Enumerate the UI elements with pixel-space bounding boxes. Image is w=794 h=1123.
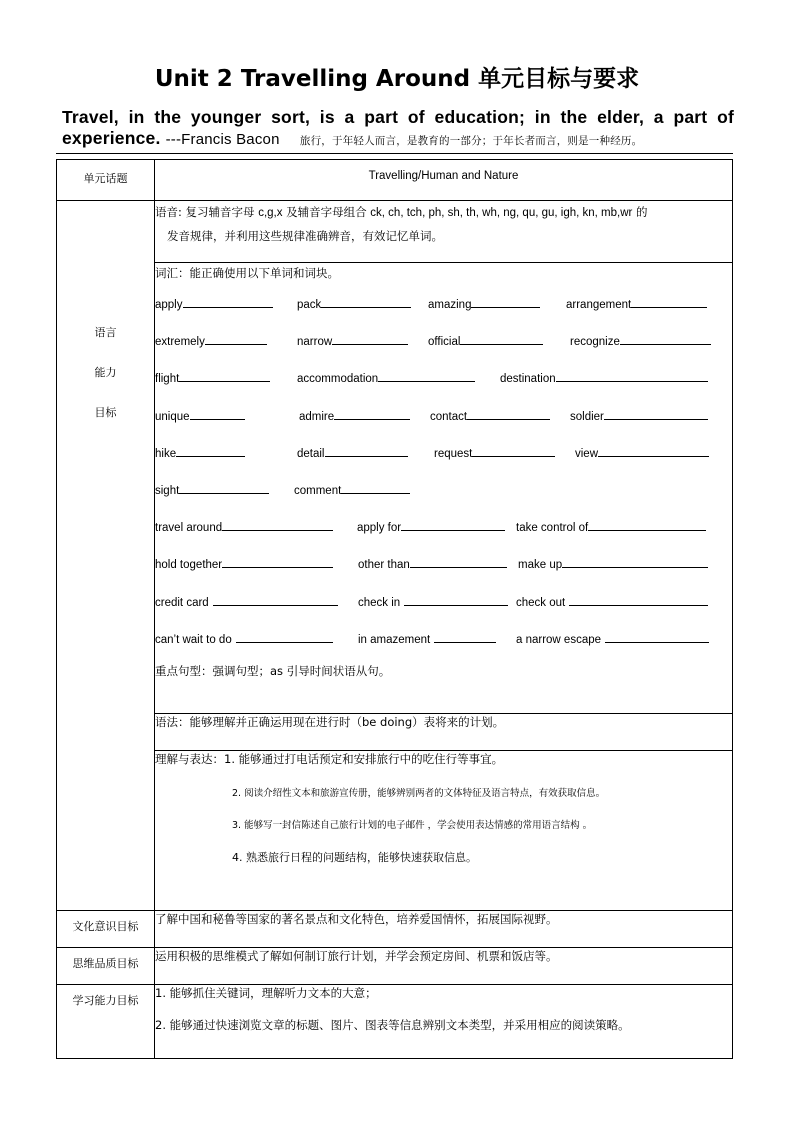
vocab-grid xyxy=(155,295,732,667)
pron-mid: 及辅音字母组合 xyxy=(282,205,371,219)
vocab-phrase: make up xyxy=(518,555,708,571)
vocab-intro: 词汇：能正确使用以下单词和词块。 xyxy=(155,266,339,280)
vocab-word: official xyxy=(428,332,543,348)
vocab-word: view xyxy=(575,444,709,460)
thinking-value: 运用积极的思维模式了解如何制订旅行计划，并学会预定房间、机票和饭店等。 xyxy=(155,948,733,985)
topic-value: Travelling/Human and Nature xyxy=(155,160,733,201)
language-label-3: 目标 xyxy=(94,406,117,419)
vocab-word: extremely xyxy=(155,332,267,348)
language-label-1: 语言 xyxy=(94,326,117,339)
culture-label-cell xyxy=(57,911,155,948)
quote xyxy=(62,107,734,152)
vocab-word: flight xyxy=(155,369,270,385)
comprehension-cell xyxy=(155,751,733,911)
topic-label-cell xyxy=(57,160,155,201)
vocab-word: pack xyxy=(297,295,411,311)
pron-letters: c,g,x xyxy=(258,207,283,219)
vocab-word: soldier xyxy=(570,407,708,423)
learning-line2: 2. 能够通过快速浏览文章的标题、图片、图表等信息辨别文本类型，并采用相应的阅读策略。 xyxy=(155,1018,630,1032)
vocabulary-cell xyxy=(155,263,733,714)
culture-label: 文化意识目标 xyxy=(72,920,139,933)
quote-author: ---Francis Bacon xyxy=(165,131,280,148)
comp-line2: 2. 阅读介绍性文本和旅游宣传册，能够辨别两者的文体特征及语言特点，有效获取信息。 xyxy=(232,788,606,799)
language-label-cell xyxy=(57,201,155,911)
vocab-phrase: in amazement xyxy=(358,630,496,646)
learning-line1: 1. 能够抓住关键词，理解听力文本的大意； xyxy=(155,986,377,1000)
quote-translation: 旅行，于年轻人而言，是教育的一部分；于年长者而言，则是一种经历。 xyxy=(299,135,643,147)
quote-divider xyxy=(56,153,733,154)
vocab-word: recognize xyxy=(570,332,711,348)
vocab-phrase: check out xyxy=(516,593,708,609)
comp-line3: 3. 能够写一封信陈述自己旅行计划的电子邮件 ，学会使用表达情感的常用语言结构 。 xyxy=(232,820,593,831)
vocab-word: destination xyxy=(500,369,708,385)
culture-value: 了解中国和秘鲁等国家的著名景点和文化特色，培养爱国情怀，拓展国际视野。 xyxy=(155,911,733,948)
vocab-word: arrangement xyxy=(566,295,707,311)
vocab-phrase: hold together xyxy=(155,555,333,571)
vocab-word: detail xyxy=(297,444,408,460)
vocab-word: unique xyxy=(155,407,245,423)
vocab-phrase: can’t wait to do xyxy=(155,630,333,646)
quote-text: Travel, in the younger sort, is a part of education; in the elder, a part of experience. xyxy=(62,107,734,148)
thinking-label: 思维品质目标 xyxy=(72,957,139,970)
key-sentences: 重点句型：强调句型；as 引导时间状语从句。 xyxy=(155,663,391,678)
learning-label-cell xyxy=(57,985,155,1059)
vocab-phrase: take control of xyxy=(516,518,706,534)
pron-line2: 发音规律，并利用这些规律准确辨音，有效记忆单词。 xyxy=(167,229,443,243)
pron-suffix: 的 xyxy=(632,205,648,219)
vocab-phrase: a narrow escape xyxy=(516,630,709,646)
vocab-word: request xyxy=(434,444,555,460)
vocab-word: narrow xyxy=(297,332,408,348)
grammar-cell: 语法：能够理解并正确运用现在进行时（be doing）表将来的计划。 xyxy=(155,714,733,751)
learning-label: 学习能力目标 xyxy=(72,994,139,1007)
language-label-2: 能力 xyxy=(94,366,117,379)
pron-prefix: 语音: 复习辅音字母 xyxy=(155,205,259,219)
comp-line1: 理解与表达：1. 能够通过打电话预定和安排旅行中的吃住行等事宜。 xyxy=(155,752,504,766)
vocab-phrase: credit card xyxy=(155,593,338,609)
pron-combos: ck, ch, tch, ph, sh, th, wh, ng, qu, gu, igh, kn, mb,wr xyxy=(370,207,633,219)
vocab-phrase: check in xyxy=(358,593,508,609)
thinking-label-cell xyxy=(57,948,155,985)
vocab-word: accommodation xyxy=(297,369,475,385)
vocab-word: admire xyxy=(299,407,410,423)
vocab-word: comment xyxy=(294,481,410,497)
vocab-word: apply xyxy=(155,295,273,311)
vocab-phrase: apply for xyxy=(357,518,505,534)
comp-line4: 4. 熟悉旅行日程的问题结构，能够快速获取信息。 xyxy=(232,851,477,864)
vocab-phrase: travel around xyxy=(155,518,333,534)
vocab-word: sight xyxy=(155,481,269,497)
vocab-phrase: other than xyxy=(358,555,507,571)
topic-label: 单元话题 xyxy=(83,172,128,185)
vocab-word: hike xyxy=(155,444,245,460)
page-title: Unit 2 Travelling Around 单元目标与要求 xyxy=(154,66,640,92)
vocab-word: contact xyxy=(430,407,550,423)
learning-cell xyxy=(155,985,733,1059)
pronunciation-cell xyxy=(155,201,733,263)
vocab-word: amazing xyxy=(428,295,540,311)
objectives-table xyxy=(56,159,733,1059)
